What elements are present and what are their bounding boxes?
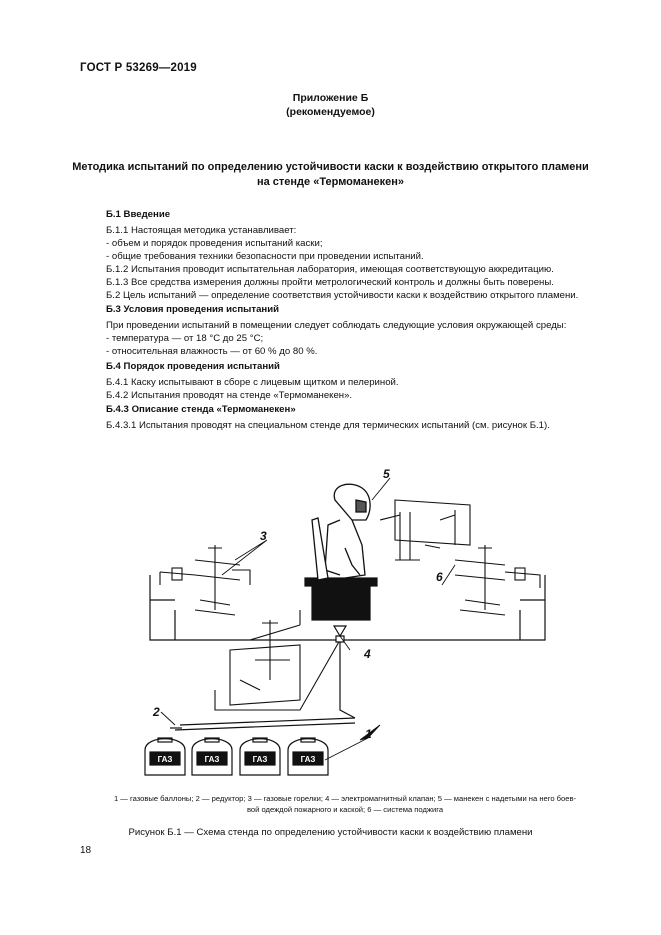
gas-manifold [175, 642, 355, 730]
callout-6: 6 [436, 570, 443, 584]
para-b4-3-1: Б.4.3.1 Испытания проводят на специальном стенде для термических испытаний (см. рисунок Б.1). [106, 420, 550, 431]
figure-legend-line-1: 1 — газовые баллоны; 2 — редуктор; 3 — газовые горелки; 4 — электромагнитный клапан; 5 — манекен с надетыми на него боев- [113, 794, 577, 803]
section-b1-heading: Б.1 Введение [106, 209, 171, 220]
callout-5: 5 [383, 467, 390, 481]
appendix-label: Приложение Б [292, 92, 369, 104]
title-line-2: на стенде «Термоманекен» [256, 176, 405, 188]
para-b4-2: Б.4.2 Испытания проводят на стенде «Термоманекен». [106, 390, 353, 401]
para-b1-1: Б.1.1 Настоящая методика устанавливает: [106, 225, 297, 236]
cylinder-label-2: ГАЗ [204, 755, 220, 764]
burner-left [160, 545, 250, 615]
burner-frame-top [380, 500, 470, 560]
cylinder-label-1: ГАЗ [157, 755, 173, 764]
list-item-b3-a: - температура — от 18 °С до 25 °С; [106, 333, 264, 344]
para-b3: При проведении испытаний в помещении следует соблюдать следующие условия окружающей среды: [106, 320, 567, 331]
appendix-status: (рекомендуемое) [286, 106, 375, 118]
document-header: ГОСТ Р 53269—2019 [80, 62, 197, 74]
cylinder-label-4: ГАЗ [300, 755, 316, 764]
para-b1-2: Б.1.2 Испытания проводит испытательная лаборатория, имеющая соответствующую аккредитацию. [106, 264, 554, 275]
burner-right [455, 545, 540, 615]
para-b4-1: Б.4.1 Каску испытывают в сборе с лицевым щитком и пелериной. [106, 377, 399, 388]
page-number: 18 [80, 845, 92, 856]
list-item-b1-1b: - общие требования техники безопасности при проведении испытаний. [106, 251, 424, 262]
section-b3-heading: Б.3 Условия проведения испытаний [106, 304, 279, 315]
para-b1-3: Б.1.3 Все средства измерения должны пройти метрологический контроль и должны быть поверены. [106, 277, 554, 288]
section-b4-3-heading: Б.4.3 Описание стенда «Термоманекен» [106, 404, 296, 415]
burner-frame-bottom [215, 610, 340, 710]
cylinder-label-3: ГАЗ [252, 755, 268, 764]
callout-3: 3 [260, 529, 267, 543]
callout-4: 4 [364, 647, 371, 661]
callout-leaders [161, 478, 455, 760]
callout-1: 1 [365, 727, 372, 741]
callout-2: 2 [153, 705, 160, 719]
figure-legend-line-2: вой одеждой пожарного и каской; 6 — система поджига [246, 805, 444, 814]
solenoid-valve [334, 626, 346, 642]
section-b4-heading: Б.4 Порядок проведения испытаний [106, 361, 280, 372]
para-b2: Б.2 Цель испытаний — определение соответствия устойчивости каски к воздействию открытого пламени. [106, 290, 579, 301]
figure-caption: Рисунок Б.1 — Схема стенда по определению устойчивости каски к воздействию пламени [128, 827, 533, 838]
list-item-b1-1a: - объем и порядок проведения испытаний каски; [106, 238, 323, 249]
mannequin [312, 484, 370, 580]
title-line-1: Методика испытаний по определению устойчивости каски к воздействию открытого пламени [72, 161, 589, 173]
pedestal [312, 585, 370, 620]
list-item-b3-b: - относительная влажность — от 60 % до 80 %. [106, 346, 318, 357]
